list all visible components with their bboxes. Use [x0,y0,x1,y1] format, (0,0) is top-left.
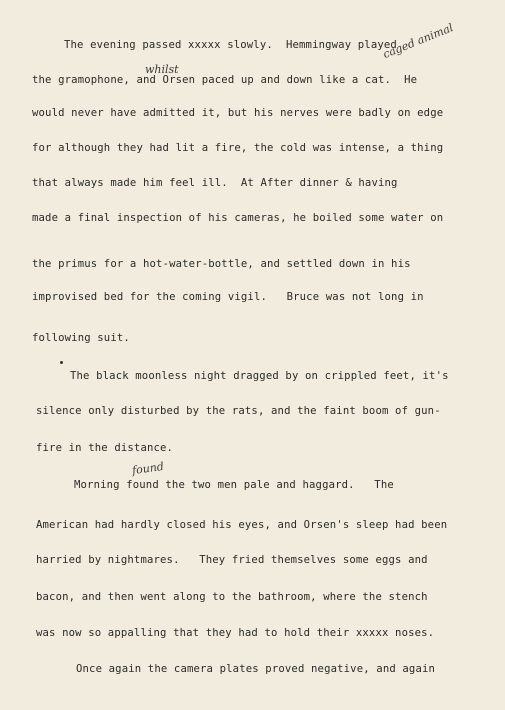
manuscript-line: following suit. [32,332,130,344]
handwritten-whilst: whilst [145,63,179,76]
manuscript-line: The black moonless night dragged by on crippled feet, it's [70,370,449,382]
manuscript-line: bacon, and then went along to the bathroom, where the stench [36,591,428,603]
manuscript-line: harried by nightmares. They fried themselves some eggs and [36,554,428,566]
manuscript-line: the primus for a hot-water-bottle, and settled down in his [32,258,411,270]
manuscript-line: that always made him feel ill. At After dinner & having [32,177,398,189]
handwritten-caged-animal: caged animal [381,21,456,61]
handwritten-found: found [131,459,165,478]
manuscript-line: improvised bed for the coming vigil. Bruce was not long in [32,291,424,303]
manuscript-line: silence only disturbed by the rats, and the faint boom of gun- [36,405,441,417]
ink-dot [60,361,63,364]
manuscript-line: made a final inspection of his cameras, he boiled some water on [32,212,444,224]
manuscript-line: American had hardly closed his eyes, and Orsen's sleep had been [36,519,448,531]
manuscript-line: Once again the camera plates proved negative, and again [76,663,436,675]
manuscript-line: the gramophone, and Orsen paced up and down like a cat. He [32,74,418,86]
manuscript-line: The evening passed xxxxx slowly. Hemmingway played [64,39,397,51]
manuscript-line: fire in the distance. [36,442,174,454]
manuscript-line: would never have admitted it, but his nerves were badly on edge [32,107,444,119]
manuscript-line: for although they had lit a fire, the cold was intense, a thing [32,142,444,154]
manuscript-line: Morning found the two men pale and haggard. The [74,479,394,491]
manuscript-line: was now so appalling that they had to hold their xxxxx noses. [36,627,435,639]
